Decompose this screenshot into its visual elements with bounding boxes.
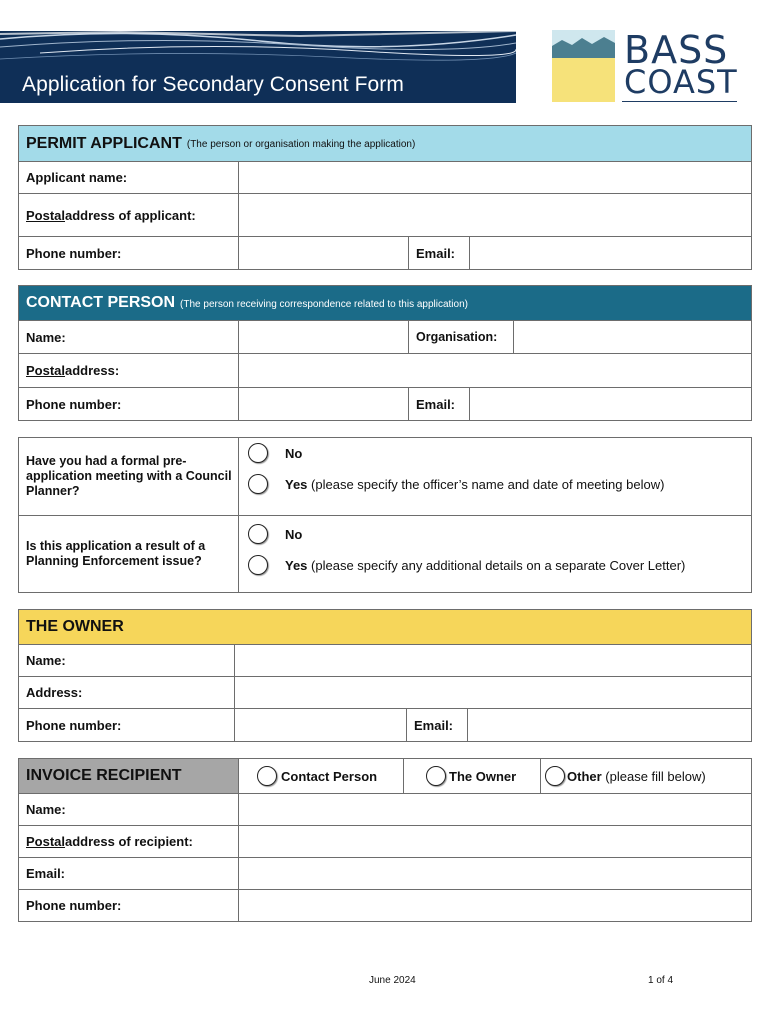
owner-name-field[interactable] bbox=[235, 645, 751, 676]
contact-phone-row bbox=[19, 388, 751, 420]
postal-rest: address of applicant: bbox=[65, 207, 196, 223]
permit-applicant-table bbox=[18, 125, 752, 270]
invoice-postal-row bbox=[19, 826, 751, 858]
applicant-name-row bbox=[19, 162, 751, 194]
contact-postal-field[interactable] bbox=[239, 354, 751, 387]
invoice-table bbox=[18, 758, 752, 922]
contact-org-field[interactable] bbox=[514, 321, 751, 353]
invoice-option-other[interactable] bbox=[545, 766, 706, 786]
contact-email-field[interactable] bbox=[470, 388, 751, 420]
invoice-other-label bbox=[567, 769, 706, 784]
q2-option-yes[interactable] bbox=[248, 555, 685, 575]
q1-yes-text: Yes bbox=[285, 476, 308, 492]
invoice-opt-other-cell bbox=[541, 759, 751, 793]
owner-address-field[interactable] bbox=[235, 677, 751, 708]
invoice-contact-radio[interactable] bbox=[257, 766, 277, 786]
postal-rest: address: bbox=[65, 363, 120, 378]
q2-no-text: No bbox=[285, 526, 303, 542]
owner-phone-label: Phone number: bbox=[19, 709, 235, 741]
invoice-header-row bbox=[19, 759, 751, 794]
invoice-opt-owner-cell bbox=[404, 759, 541, 793]
logo-underline bbox=[622, 101, 737, 102]
invoice-other-radio[interactable] bbox=[545, 766, 565, 786]
applicant-email-field[interactable] bbox=[470, 237, 751, 269]
invoice-name-row bbox=[19, 794, 751, 826]
q1-yes-radio[interactable] bbox=[248, 474, 268, 494]
question-row-1 bbox=[19, 438, 751, 516]
logo-text-coast: COAST bbox=[624, 63, 738, 101]
contact-name-label: Name: bbox=[19, 321, 239, 353]
invoice-email-label: Email: bbox=[19, 858, 239, 889]
question-1-text: Have you had a formal pre-application meeting with a Council Planner? bbox=[19, 438, 239, 515]
q1-yes-note: (please specify the officer’s name and date of meeting below) bbox=[307, 476, 665, 492]
q1-no-label bbox=[285, 446, 302, 461]
question-row-2 bbox=[19, 516, 751, 592]
owner-phone-row bbox=[19, 709, 751, 741]
invoice-owner-text: The Owner bbox=[449, 768, 517, 784]
owner-address-label: Address: bbox=[19, 677, 235, 708]
applicant-phone-row bbox=[19, 237, 751, 269]
contact-name-row bbox=[19, 321, 751, 354]
applicant-email-label: Email: bbox=[409, 237, 470, 269]
q2-no-radio[interactable] bbox=[248, 524, 268, 544]
applicant-phone-field[interactable] bbox=[239, 237, 409, 269]
q1-no-text: No bbox=[285, 445, 303, 461]
owner-heading: THE OWNER bbox=[26, 618, 124, 635]
question-2-options bbox=[239, 516, 751, 592]
q2-option-no[interactable] bbox=[248, 524, 302, 544]
q1-option-no[interactable] bbox=[248, 443, 302, 463]
invoice-email-row bbox=[19, 858, 751, 890]
q2-yes-text: Yes bbox=[285, 557, 308, 573]
contact-email-label: Email: bbox=[409, 388, 470, 420]
postal-underlined: Postal bbox=[26, 207, 66, 223]
contact-heading-sub: (The person receiving correspondence related to this application) bbox=[180, 298, 468, 310]
footer-page-number: 1 of 4 bbox=[648, 975, 674, 986]
q1-yes-label bbox=[285, 477, 664, 492]
contact-name-field[interactable] bbox=[239, 321, 409, 353]
q2-yes-radio[interactable] bbox=[248, 555, 268, 575]
applicant-name-field[interactable] bbox=[239, 162, 751, 193]
permit-header-row bbox=[19, 126, 751, 162]
invoice-heading: INVOICE RECIPIENT bbox=[19, 759, 239, 793]
postal-underlined: Postal bbox=[26, 363, 66, 378]
invoice-name-label: Name: bbox=[19, 794, 239, 825]
contact-postal-label bbox=[19, 354, 239, 387]
owner-header-row bbox=[19, 610, 751, 645]
invoice-option-owner[interactable] bbox=[426, 766, 516, 786]
owner-name-label: Name: bbox=[19, 645, 235, 676]
q2-yes-label bbox=[285, 558, 685, 573]
q1-option-yes[interactable] bbox=[248, 474, 664, 494]
invoice-email-field[interactable] bbox=[239, 858, 751, 889]
postal-rest: address of recipient: bbox=[65, 834, 193, 849]
footer-date: June 2024 bbox=[369, 975, 416, 986]
invoice-other-note: (please fill below) bbox=[601, 768, 706, 784]
questions-table bbox=[18, 437, 752, 593]
contact-person-table bbox=[18, 285, 752, 421]
owner-address-row bbox=[19, 677, 751, 709]
invoice-owner-radio[interactable] bbox=[426, 766, 446, 786]
page-title: Application for Secondary Consent Form bbox=[22, 73, 404, 96]
contact-header-row bbox=[19, 286, 751, 321]
invoice-phone-label: Phone number: bbox=[19, 890, 239, 921]
invoice-phone-row bbox=[19, 890, 751, 921]
invoice-name-field[interactable] bbox=[239, 794, 751, 825]
applicant-postal-label bbox=[19, 194, 239, 236]
applicant-phone-label: Phone number: bbox=[19, 237, 239, 269]
invoice-postal-field[interactable] bbox=[239, 826, 751, 857]
owner-name-row bbox=[19, 645, 751, 677]
permit-heading bbox=[19, 126, 415, 161]
q2-yes-note: (please specify any additional details on a separate Cover Letter) bbox=[307, 557, 686, 573]
postal-underlined: Postal bbox=[26, 834, 66, 849]
bass-coast-logo bbox=[552, 30, 742, 106]
contact-phone-label: Phone number: bbox=[19, 388, 239, 420]
contact-postal-row bbox=[19, 354, 751, 388]
owner-email-label: Email: bbox=[407, 709, 468, 741]
invoice-opt-contact-cell bbox=[239, 759, 404, 793]
owner-email-field[interactable] bbox=[468, 709, 751, 741]
question-1-options bbox=[239, 438, 751, 515]
contact-phone-field[interactable] bbox=[239, 388, 409, 420]
logo-mark-icon bbox=[552, 30, 615, 102]
invoice-phone-field[interactable] bbox=[239, 890, 751, 921]
owner-table bbox=[18, 609, 752, 742]
invoice-option-contact[interactable] bbox=[257, 766, 377, 786]
invoice-postal-label bbox=[19, 826, 239, 857]
permit-heading-text: PERMIT APPLICANT bbox=[26, 134, 182, 152]
applicant-postal-row bbox=[19, 194, 751, 237]
invoice-contact-text: Contact Person bbox=[281, 768, 378, 784]
permit-heading-sub: (The person or organisation making the application) bbox=[186, 139, 416, 150]
applicant-name-label: Applicant name: bbox=[19, 162, 239, 193]
invoice-other-text: Other bbox=[567, 768, 602, 784]
question-2-text: Is this application a result of a Planning Enforcement issue? bbox=[19, 516, 239, 592]
q2-no-label bbox=[285, 527, 302, 542]
contact-heading bbox=[19, 286, 468, 320]
q1-no-radio[interactable] bbox=[248, 443, 268, 463]
logo-text-bass: BASS bbox=[624, 28, 729, 72]
applicant-postal-field[interactable] bbox=[239, 194, 751, 236]
contact-heading-text: CONTACT PERSON bbox=[26, 294, 176, 311]
contact-org-label: Organisation: bbox=[409, 321, 514, 353]
owner-phone-field[interactable] bbox=[235, 709, 407, 741]
